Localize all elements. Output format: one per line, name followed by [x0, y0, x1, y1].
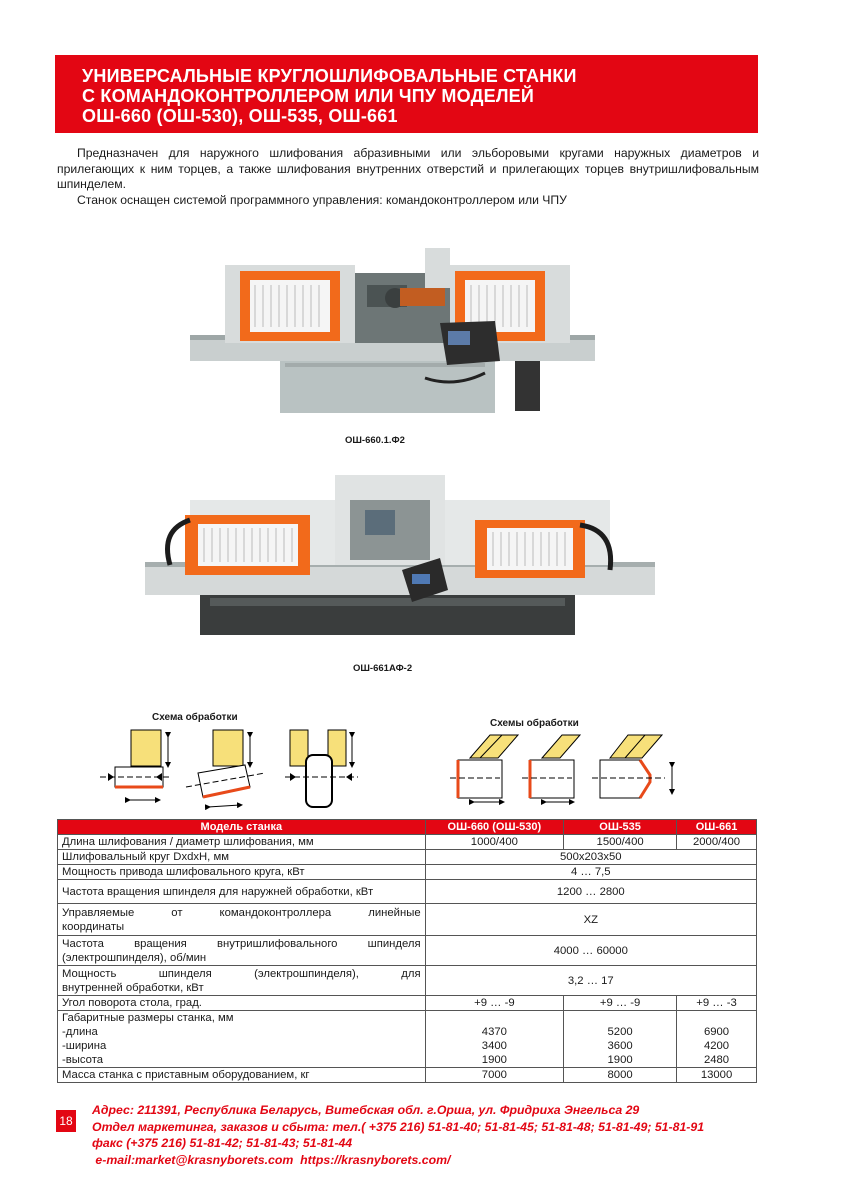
cell-value: 7000	[425, 1068, 564, 1083]
row-label: Шлифовальный круг DxdxH, мм	[58, 850, 426, 865]
row-label: Угол поворота стола, град.	[58, 996, 426, 1011]
row-label-line: Частота вращения внутришлифовального шпинделя	[62, 937, 421, 950]
row-label-line: Управляемые от командоконтроллера линейные	[62, 906, 421, 919]
page-number: 18	[56, 1110, 76, 1132]
table-row	[58, 966, 757, 996]
cell-value	[425, 1011, 564, 1068]
scheme-title-right: Схемы обработки	[490, 718, 579, 729]
table-row	[58, 904, 757, 936]
cell-line: 1900	[481, 1054, 507, 1066]
row-label: Мощность привода шлифовального круга, кВт	[58, 865, 426, 880]
cell-line: 6900	[703, 1026, 730, 1038]
photo-caption-1: ОШ-660.1.Ф2	[345, 435, 405, 446]
table-row	[58, 850, 757, 865]
processing-scheme-right	[450, 730, 690, 805]
table-row	[58, 1068, 757, 1083]
row-label-line: -ширина	[62, 1040, 107, 1052]
row-label	[58, 1011, 426, 1068]
header-osh-660: ОШ-660 (ОШ-530)	[425, 820, 564, 835]
cell-value: +9 … -9	[425, 996, 564, 1011]
row-label-line: (электрошпинделя), об/мин	[62, 951, 207, 964]
title-line-2: С КОМАНДОКОНТРОЛЛЕРОМ ИЛИ ЧПУ МОДЕЛЕЙ	[82, 86, 534, 106]
row-label-line: Мощность шпинделя (электрошпинделя), для	[62, 967, 421, 980]
cell-value: 13000	[677, 1068, 757, 1083]
cell-value: 1500/400	[564, 835, 677, 850]
header-model: Модель станка	[58, 820, 426, 835]
row-label-line: внутренней обработки, кВт	[62, 981, 204, 994]
row-label: Длина шлифования / диаметр шлифования, мм	[58, 835, 426, 850]
title-line-1: УНИВЕРСАЛЬНЫЕ КРУГЛОШЛИФОВАЛЬНЫЕ СТАНКИ	[82, 66, 577, 86]
cell-value	[677, 1011, 757, 1068]
cell-line: 4370	[481, 1026, 507, 1038]
row-label	[58, 966, 426, 996]
table-row	[58, 936, 757, 966]
row-label-line: -длина	[62, 1026, 98, 1038]
row-label-line: координаты	[62, 920, 125, 933]
cell-value: 1000/400	[425, 835, 564, 850]
cell-value: 4 … 7,5	[425, 865, 756, 880]
cell-line: 3400	[481, 1040, 507, 1052]
intro-text	[57, 146, 759, 208]
header-osh-661: ОШ-661	[677, 820, 757, 835]
processing-scheme-left	[100, 725, 360, 815]
title-line-3: ОШ-660 (ОШ-530), ОШ-535, ОШ-661	[82, 106, 398, 126]
cell-value: XZ	[425, 904, 756, 936]
row-label-line: -высота	[62, 1054, 104, 1066]
cell-value: 8000	[564, 1068, 677, 1083]
machine-base	[200, 590, 575, 635]
cell-value: +9 … -3	[677, 996, 757, 1011]
header-osh-535: ОШ-535	[564, 820, 677, 835]
cell-value: 4000 … 60000	[425, 936, 756, 966]
table-row	[58, 865, 757, 880]
cell-line: 4200	[703, 1040, 730, 1052]
machine-photo-osh-661	[140, 470, 660, 645]
table-row	[58, 1011, 757, 1068]
table-row	[58, 880, 757, 904]
table-row	[58, 835, 757, 850]
intro-paragraph-1: Предназначен для наружного шлифования абразивными или эльборовыми кругами наружных диаметров и прилегающих к ним торцев, а также шлифования внутренних отверстий и прилегающих торцев внутришлифовальным шпинделем.	[57, 146, 759, 191]
specs-table	[57, 819, 757, 1083]
marketing-phone-line: Отдел маркетинга, заказов и сбыта: тел.( +375 216) 51-81-40; 51-81-45; 51-81-48; 51-81-49; 51-81-91	[92, 1119, 705, 1134]
contact-block	[92, 1102, 704, 1168]
row-label-line: Габаритные размеры станка, мм	[62, 1012, 234, 1024]
cell-value: 500x203x50	[425, 850, 756, 865]
cell-line: 3600	[607, 1040, 633, 1052]
cell-value: +9 … -9	[564, 996, 677, 1011]
row-label	[58, 904, 426, 936]
row-label: Масса станка с приставным оборудованием, кг	[58, 1068, 426, 1083]
web-line: e-mail:market@krasnyborets.com https://krasnyborets.com/	[92, 1152, 451, 1167]
cell-value: 2000/400	[677, 835, 757, 850]
row-label: Частота вращения шпинделя для наружней обработки, кВт	[58, 880, 426, 904]
table-header-row	[58, 820, 757, 835]
fax-line: факс (+375 216) 51-81-42; 51-81-43; 51-81-44	[92, 1136, 353, 1150]
photo-caption-2: ОШ-661АФ-2	[353, 663, 413, 674]
cell-value: 1200 … 2800	[425, 880, 756, 904]
address-line: Адрес: 211391, Республика Беларусь, Витебская обл. г.Орша, ул. Фридриха Энгельса 29	[92, 1103, 640, 1117]
cell-line: 2480	[703, 1054, 730, 1066]
table-row	[58, 996, 757, 1011]
row-label	[58, 936, 426, 966]
intro-paragraph-2: Станок оснащен системой программного управления: командоконтроллером или ЧПУ	[77, 192, 567, 207]
machine-photo-osh-660	[185, 243, 605, 418]
title-banner	[55, 55, 758, 133]
cell-value: 3,2 … 17	[425, 966, 756, 996]
cell-line: 5200	[607, 1026, 633, 1038]
cell-line: 1900	[607, 1054, 633, 1066]
cell-value	[564, 1011, 677, 1068]
scheme-title-left: Схема обработки	[152, 712, 238, 723]
